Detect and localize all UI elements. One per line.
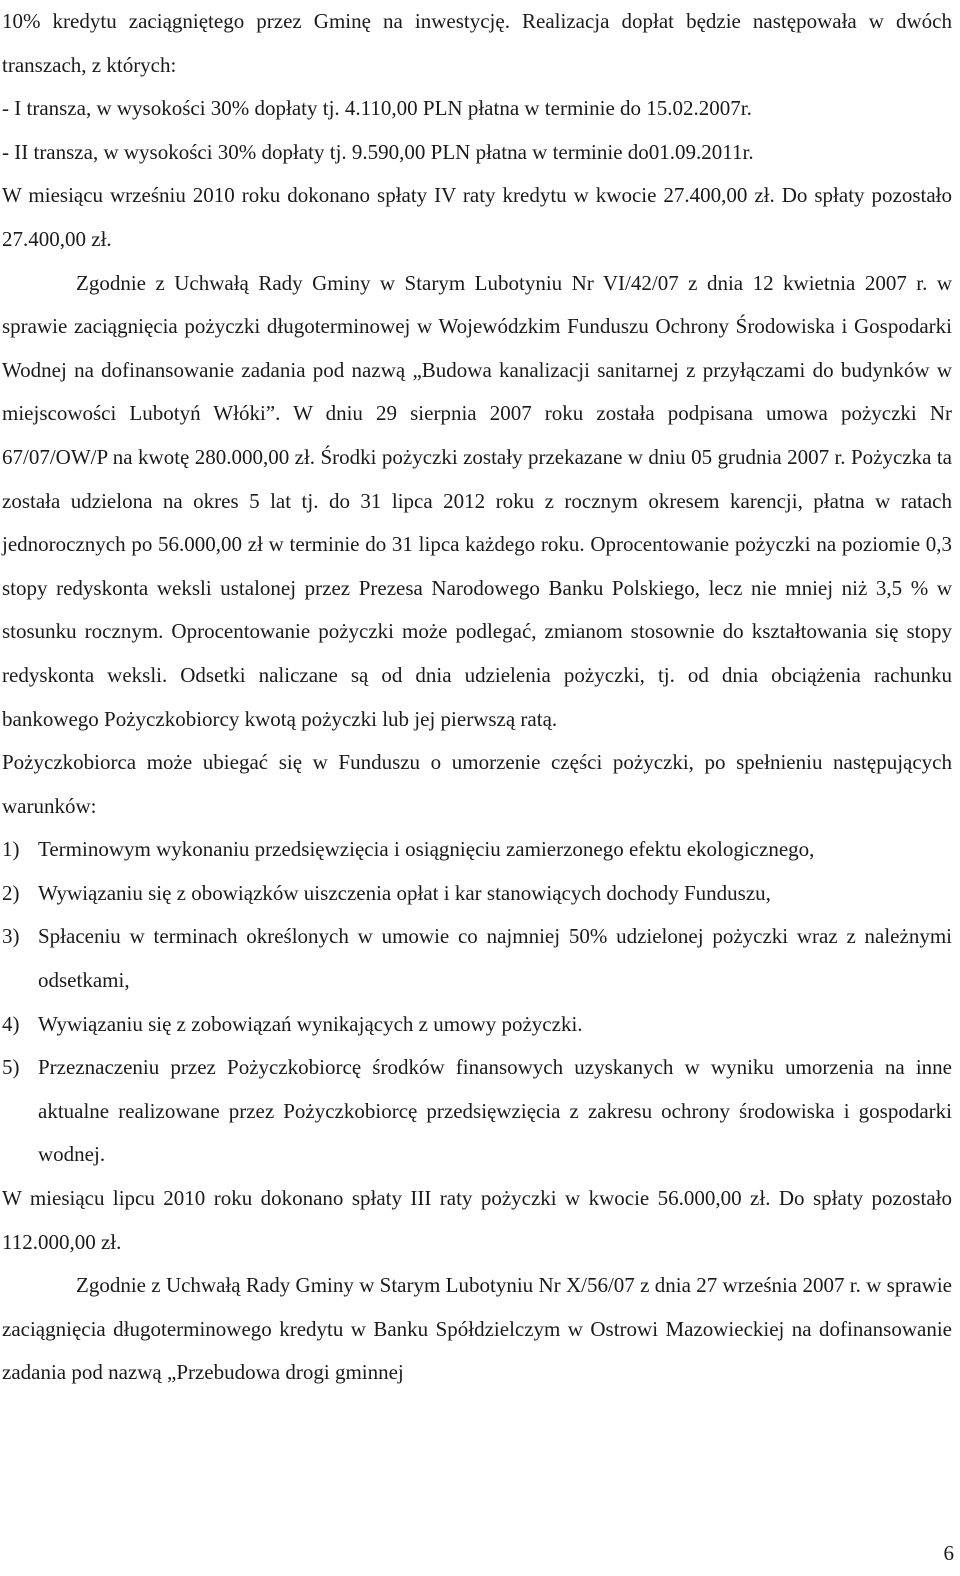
- document-body: [2, 0, 952, 1395]
- list-item-number: 2): [2, 880, 20, 905]
- paragraph-credit-resolution: Zgodnie z Uchwałą Rady Gminy w Starym Lubotyniu Nr X/56/07 z dnia 27 września 2007 r. w sprawie zaciągnięcia długoterminowego kredytu w Banku Spółdzielczym w Ostrowi Mazowieckiej na dofinansowanie zadania pod nazwą „Przebudowa drogi gminnej: [2, 1273, 952, 1385]
- list-item: [2, 828, 952, 872]
- list-item-number: 5): [2, 1055, 20, 1080]
- list-item: [2, 1046, 952, 1177]
- list-item-number: 1): [2, 837, 20, 862]
- list-item: [2, 872, 952, 916]
- list-item-number: 4): [2, 1011, 20, 1036]
- list-item-text: Wywiązaniu się z zobowiązań wynikających z umowy pożyczki.: [38, 1011, 583, 1036]
- list-item-number: 3): [2, 924, 20, 949]
- list-item-text: Wywiązaniu się z obowiązków uiszczenia opłat i kar stanowiących dochody Funduszu,: [38, 880, 771, 905]
- list-item-text: Terminowym wykonaniu przedsięwzięcia i osiągnięciu zamierzonego efektu ekologicznego,: [38, 837, 815, 862]
- paragraph-loan-repayment: W miesiącu lipcu 2010 roku dokonano spłaty III raty pożyczki w kwocie 56.000,00 zł. Do spłaty pozostało 112.000,00 zł.: [2, 1186, 952, 1254]
- list-item: [2, 1003, 952, 1047]
- paragraph-remission-conditions-intro: Pożyczkobiorca może ubiegać się w Funduszu o umorzenie części pożyczki, po spełnieniu następujących warunków:: [2, 750, 952, 818]
- list-item-text: Spłaceniu w terminach określonych w umowie co najmniej 50% udzielonej pożyczki wraz z należnymi odsetkami,: [38, 924, 952, 993]
- page-number: 6: [943, 1541, 954, 1565]
- paragraph-credit-repayment: W miesiącu wrześniu 2010 roku dokonano spłaty IV raty kredytu w kwocie 27.400,00 zł. Do spłaty pozostało 27.400,00 zł.: [2, 183, 952, 251]
- list-item: [2, 915, 952, 1002]
- list-item-text: Przeznaczeniu przez Pożyczkobiorcę środków finansowych uzyskanych w wyniku umorzenia na inne aktualne realizowane przez Pożyczkobiorcę przedsięwzięcia z zakresu ochrony środowiska i gospodarki wodnej.: [38, 1055, 952, 1167]
- conditions-list: [2, 828, 952, 1177]
- paragraph-subsidy-intro: 10% kredytu zaciągniętego przez Gminę na inwestycję. Realizacja dopłat będzie następowała w dwóch transzach, z których:: [2, 9, 952, 77]
- paragraph-tranche-1: - I transza, w wysokości 30% dopłaty tj. 4.110,00 PLN płatna w terminie do 15.02.2007r.: [2, 96, 752, 121]
- paragraph-loan-resolution: Zgodnie z Uchwałą Rady Gminy w Starym Lubotyniu Nr VI/42/07 z dnia 12 kwietnia 2007 r. w sprawie zaciągnięcia pożyczki długoterminowej w Wojewódzkim Funduszu Ochrony Środowiska i Gospodarki Wodnej na dofinansowanie zadania pod nazwą „Budowa kanalizacji sanitarnej z przyłączami do budynków w miejscowości Lubotyń Włóki”. W dniu 29 sierpnia 2007 roku została podpisana umowa pożyczki Nr 67/07/OW/P na kwotę 280.000,00 zł. Środki pożyczki zostały przekazane w dniu 05 grudnia 2007 r. Pożyczka ta została udzielona na okres 5 lat tj. do 31 lipca 2012 roku z rocznym okresem karencji, płatna w ratach jednorocznych po 56.000,00 zł w terminie do 31 lipca każdego roku. Oprocentowanie pożyczki na poziomie 0,3 stopy redyskonta weksli ustalonej przez Prezesa Narodowego Banku Polskiego, lecz nie mniej niż 3,5 % w stosunku rocznym. Oprocentowanie pożyczki może podlegać, zmianom stosownie do kształtowania się stopy redyskonta weksli. Odsetki naliczane są od dnia udzielenia pożyczki, tj. od dnia obciążenia rachunku bankowego Pożyczkobiorcy kwotą pożyczki lub jej pierwszą ratą.: [2, 270, 952, 731]
- paragraph-tranche-2: - II transza, w wysokości 30% dopłaty tj. 9.590,00 PLN płatna w terminie do01.09.2011r.: [2, 139, 754, 164]
